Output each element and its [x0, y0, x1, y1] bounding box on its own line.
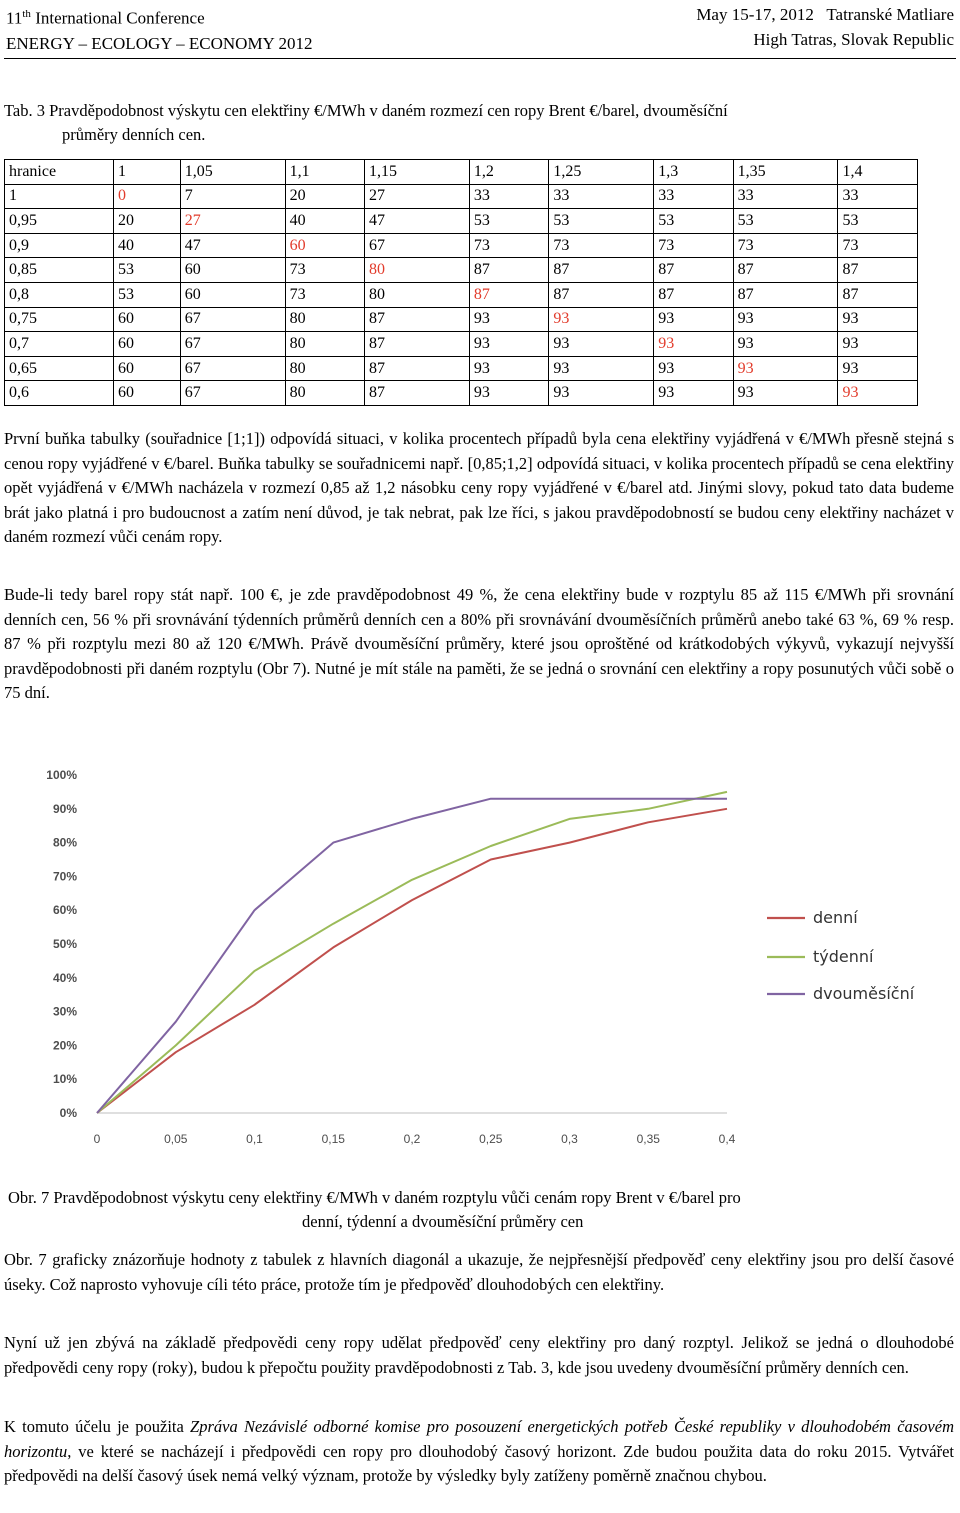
- table-cell: 93: [469, 307, 548, 332]
- table-cell: 87: [654, 258, 733, 283]
- chart-series: [97, 792, 727, 1113]
- table-cell: 33: [469, 184, 548, 209]
- table-cell: 93: [549, 332, 654, 357]
- table-cell: 33: [654, 184, 733, 209]
- table-cell: 20: [114, 209, 181, 234]
- table-cell: 87: [654, 282, 733, 307]
- table-cell: 80: [285, 332, 364, 357]
- table-cell: 93: [549, 307, 654, 332]
- paragraph-5-end: , ve které se nacházejí i předpovědi cen ropy pro dlouhodobý časový horizont. Zde budou použita data do roku 2015. Vytvářet předpovědi na delší časový úsek nemá velký význam, protože by výsledky byly zatíženy poměrně značnou chybou.: [4, 1441, 954, 1485]
- table-cell: 87: [365, 381, 470, 406]
- legend-label: dvouměsíční: [813, 984, 915, 1003]
- table-cell: 73: [654, 233, 733, 258]
- y-tick-label: 90%: [52, 801, 77, 816]
- table-cell: 73: [285, 282, 364, 307]
- conference-number: 11: [6, 8, 23, 28]
- x-tick-label: 0,35: [636, 1132, 660, 1146]
- table-row: [5, 381, 918, 406]
- table-cell: 73: [285, 258, 364, 283]
- table-cell: 60: [114, 381, 181, 406]
- header-right: [696, 2, 954, 52]
- x-tick-label: 0,05: [164, 1132, 188, 1146]
- table-row-header: 0,65: [5, 356, 114, 381]
- table-row: [5, 233, 918, 258]
- table-row-header: 0,85: [5, 258, 114, 283]
- table-cell: 93: [549, 356, 654, 381]
- table-cell: 33: [733, 184, 838, 209]
- table-cell: 60: [285, 233, 364, 258]
- table-cell: 47: [365, 209, 470, 234]
- table-row-header: 1: [5, 184, 114, 209]
- table-cell: 73: [469, 233, 548, 258]
- conference-date-place: May 15-17, 2012 Tatranské Matliare: [696, 5, 954, 24]
- table-cell: 33: [549, 184, 654, 209]
- table-cell: 93: [654, 307, 733, 332]
- table-cell: 87: [365, 332, 470, 357]
- table-cell: 80: [285, 356, 364, 381]
- paragraph-2: Bude-li tedy barel ropy stát např. 100 €, je zde pravděpodobnost 49 %, že cena elektřiny bude v rozptylu 85 až 115 €/MWh při srovnání denních cen, 56 % při srovnávání týdenních průměrů denních cen a 80% při srovnávání dvouměsíčních průměrů anebo také 63 %, 69 % resp. 87 % při rozptylu mezi 80 až 120 €/MWh. Právě dvouměsíční průměry, které jsou oproštěné od krátkodobých výkyvů, vykazují nejvyšší pravděpodobnosti při daném rozptylu (Obr 7). Nutné je mít stále na paměti, že se jedná o srovnání cen elektřiny a ropy posunutých vůči sobě o 75 dní.: [4, 585, 954, 702]
- x-tick-label: 0,15: [321, 1132, 345, 1146]
- y-tick-label: 30%: [52, 1004, 77, 1019]
- paragraph-5: [4, 1415, 954, 1489]
- table-cell: 60: [180, 258, 285, 283]
- table-header-cell: 1,4: [838, 160, 918, 185]
- legend-label: týdenní: [813, 947, 874, 966]
- y-tick-label: 40%: [52, 970, 77, 985]
- table-row-header: 0,75: [5, 307, 114, 332]
- table-cell: 40: [285, 209, 364, 234]
- table-cell: 93: [654, 356, 733, 381]
- conference-subtitle: ENERGY – ECOLOGY – ECONOMY 2012: [6, 33, 313, 53]
- table-cell: 93: [469, 381, 548, 406]
- table-header-cell: 1,35: [733, 160, 838, 185]
- table-cell: 93: [733, 381, 838, 406]
- table-cell: 87: [549, 282, 654, 307]
- x-tick-label: 0,1: [246, 1132, 263, 1146]
- header-left: [6, 2, 312, 56]
- series-line-týdenní: [97, 792, 727, 1113]
- table-row: [5, 282, 918, 307]
- table-cell: 53: [733, 209, 838, 234]
- conference-location: High Tatras, Slovak Republic: [753, 30, 954, 49]
- table-row-header: 0,9: [5, 233, 114, 258]
- table-row: [5, 332, 918, 357]
- paragraph-5-start: K tomuto účelu je použita: [4, 1417, 191, 1436]
- y-tick-label: 0%: [59, 1106, 77, 1120]
- table-caption-line1: Tab. 3 Pravděpodobnost výskytu cen elektřiny €/MWh v daném rozmezí cen ropy Brent €/barel, dvouměsíční: [4, 101, 728, 120]
- table-cell: 80: [285, 381, 364, 406]
- probability-line-chart: [0, 758, 960, 1158]
- conference-name: International Conference: [30, 8, 205, 28]
- probability-table: [4, 159, 918, 406]
- figure-caption-line2: denní, týdenní a dvouměsíční průměry cen: [302, 1212, 584, 1231]
- table-cell: 53: [549, 209, 654, 234]
- table-header-cell: 1,15: [365, 160, 470, 185]
- table-header-cell: 1,05: [180, 160, 285, 185]
- x-axis-ticks: [94, 1132, 736, 1146]
- table-corner-cell: hranice: [5, 160, 114, 185]
- table-cell: 53: [469, 209, 548, 234]
- table-cell: 93: [838, 356, 918, 381]
- table-cell: 80: [285, 307, 364, 332]
- table-cell: 33: [838, 184, 918, 209]
- y-tick-label: 50%: [52, 937, 77, 951]
- table-cell: 93: [469, 332, 548, 357]
- table-row: [5, 184, 918, 209]
- table-cell: 53: [114, 282, 181, 307]
- x-tick-label: 0,4: [718, 1132, 736, 1146]
- report-title-italic: Zpráva Nezávislé odborné komise pro posouzení energetických potřeb České republiky v dlouhodobém časovém horizontu: [4, 1417, 954, 1461]
- table-cell: 93: [733, 307, 838, 332]
- legend-label: denní: [813, 908, 858, 927]
- table-row: [5, 356, 918, 381]
- table-cell: 73: [733, 233, 838, 258]
- table-row-header: 0,6: [5, 381, 114, 406]
- y-tick-label: 20%: [52, 1038, 77, 1053]
- table-cell: 87: [838, 282, 918, 307]
- table-cell: 40: [114, 233, 181, 258]
- page-header: [6, 2, 954, 54]
- table-cell: 93: [733, 356, 838, 381]
- table-header-cell: 1,25: [549, 160, 654, 185]
- table-cell: 27: [180, 209, 285, 234]
- x-tick-label: 0,3: [561, 1132, 578, 1146]
- table-row-header: 0,7: [5, 332, 114, 357]
- table-cell: 20: [285, 184, 364, 209]
- paragraph-4: Nyní už jen zbývá na základě předpovědi ceny ropy udělat předpověď ceny elektřiny pro daný rozptyl. Jelikož se jedná o dlouhodobé předpovědi ceny ropy (roky), budou k přepočtu použity pravděpodobnosti z Tab. 3, kde jsou uvedeny dvouměsíční průměry denních cen.: [4, 1333, 954, 1377]
- table-cell: 60: [114, 332, 181, 357]
- y-tick-label: 80%: [52, 835, 77, 850]
- table-cell: 80: [365, 258, 470, 283]
- chart-legend: [767, 908, 915, 1003]
- table-cell: 73: [549, 233, 654, 258]
- table-cell: 93: [838, 381, 918, 406]
- table-cell: 0: [114, 184, 181, 209]
- table-cell: 87: [838, 258, 918, 283]
- x-tick-label: 0,25: [479, 1132, 503, 1146]
- table-header-cell: 1,1: [285, 160, 364, 185]
- y-axis-ticks: [46, 768, 77, 1120]
- table-row-header: 0,8: [5, 282, 114, 307]
- table-header-row: [5, 160, 918, 185]
- paragraph-1: První buňka tabulky (souřadnice [1;1]) odpovídá situaci, v kolika procentech případů byla cena elektřiny vyjádřená v €/MWh přesně stejná s cenou ropy vyjádřené v €/barel. Buňka tabulky se souřadnicemi např. [0,85;1,2] odpovídá situaci, v kolika procentech případů se cena elektřiny opět vyjádřená v €/MWh nacházela v rozmezí 0,85 až 1,2 násobku ceny ropy vyjádřené v €/barel atd. Jinými slovy, pokud tato data budeme brát jako platná i pro budoucnost a zatím není důvod, je tak nebrat, pak lze říci, s jakou pravděpodobností se budou ceny elektřiny nacházet v daném rozmezí vůči cenám ropy.: [4, 429, 954, 546]
- table-cell: 87: [365, 356, 470, 381]
- y-tick-label: 70%: [52, 869, 77, 884]
- table-cell: 73: [838, 233, 918, 258]
- table-header-cell: 1,3: [654, 160, 733, 185]
- y-tick-label: 100%: [46, 768, 77, 782]
- table-cell: 7: [180, 184, 285, 209]
- series-line-denní: [97, 809, 727, 1113]
- table-cell: 87: [549, 258, 654, 283]
- table-header-cell: 1: [114, 160, 181, 185]
- table-cell: 60: [114, 356, 181, 381]
- table-cell: 87: [733, 258, 838, 283]
- paragraph-3: Obr. 7 graficky znázorňuje hodnoty z tabulek z hlavních diagonál a ukazuje, že nejpřesnější předpověď ceny elektřiny jsou pro delší časové úseky. Což naprosto vyhovuje cíli této práce, protože tím je předpověď dlouhodobých cen elektřiny.: [4, 1250, 954, 1294]
- table-cell: 87: [469, 282, 548, 307]
- x-tick-label: 0: [93, 1132, 101, 1146]
- table-cell: 67: [180, 356, 285, 381]
- table-caption-line2: průměry denních cen.: [62, 125, 206, 144]
- table-cell: 60: [114, 307, 181, 332]
- table-cell: 93: [838, 307, 918, 332]
- table-row: [5, 258, 918, 283]
- table-cell: 47: [180, 233, 285, 258]
- table-cell: 87: [733, 282, 838, 307]
- table-cell: 67: [180, 307, 285, 332]
- series-line-dvouměsíční: [97, 799, 727, 1113]
- table-row: [5, 307, 918, 332]
- conference-number-suffix: th: [22, 8, 31, 20]
- table-cell: 53: [838, 209, 918, 234]
- table-cell: 93: [733, 332, 838, 357]
- table-row-header: 0,95: [5, 209, 114, 234]
- table-cell: 67: [180, 381, 285, 406]
- table-cell: 87: [469, 258, 548, 283]
- figure-caption-line1: Obr. 7 Pravděpodobnost výskytu ceny elektřiny €/MWh v daném rozptylu vůči cenám ropy Brent v €/barel pro: [8, 1188, 741, 1207]
- table-cell: 53: [114, 258, 181, 283]
- table-cell: 93: [838, 332, 918, 357]
- table-cell: 60: [180, 282, 285, 307]
- table-cell: 67: [365, 233, 470, 258]
- x-tick-label: 0,2: [403, 1132, 421, 1146]
- y-tick-label: 60%: [52, 903, 77, 918]
- table-header-cell: 1,2: [469, 160, 548, 185]
- table-cell: 67: [180, 332, 285, 357]
- y-tick-label: 10%: [52, 1072, 77, 1087]
- header-divider: [4, 58, 956, 59]
- table-row: [5, 209, 918, 234]
- table-cell: 80: [365, 282, 470, 307]
- table-cell: 93: [654, 381, 733, 406]
- table-cell: 93: [469, 356, 548, 381]
- table-cell: 53: [654, 209, 733, 234]
- table-cell: 87: [365, 307, 470, 332]
- table-cell: 93: [654, 332, 733, 357]
- table-cell: 27: [365, 184, 470, 209]
- table-cell: 93: [549, 381, 654, 406]
